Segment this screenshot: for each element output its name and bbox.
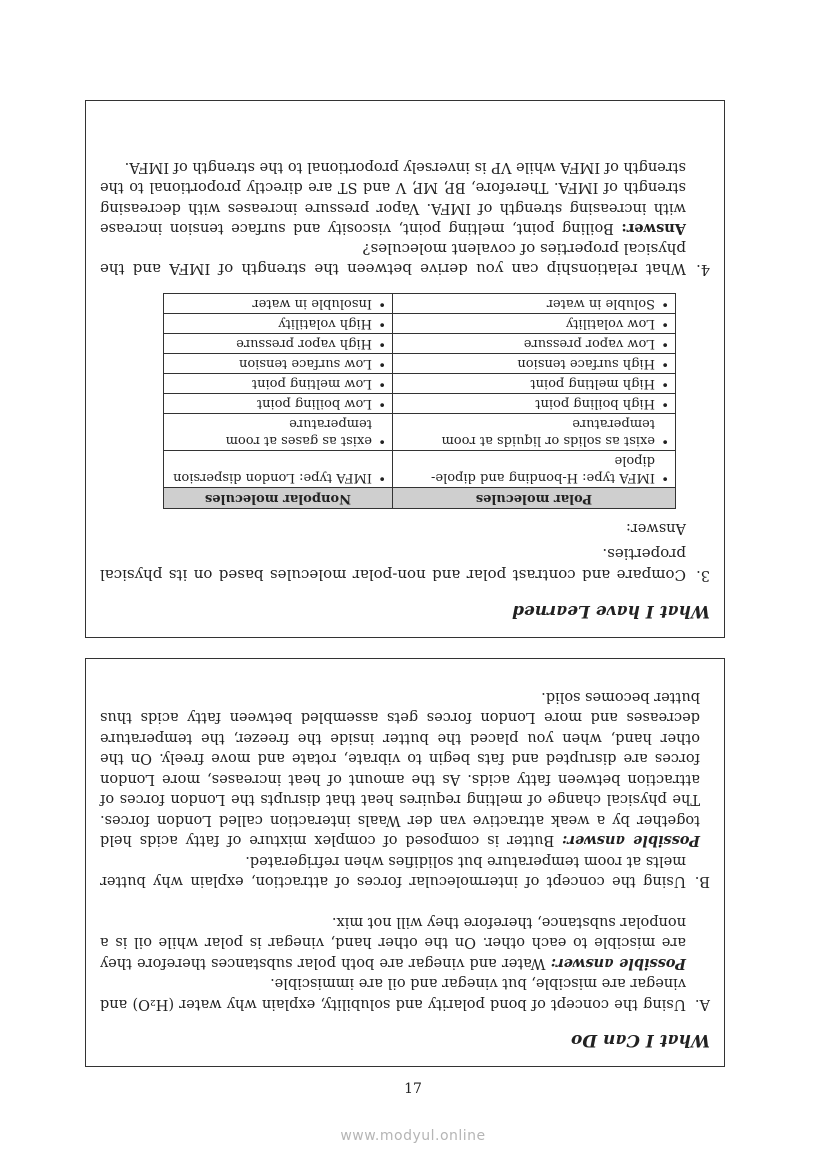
table-cell: • Low surface tension (164, 354, 393, 374)
what-i-have-learned-box (85, 100, 725, 638)
question-4-answer-label: Answer: (621, 220, 686, 238)
question-4-answer (100, 157, 686, 239)
question-a-text: Using the concept of bond polarity and solubility, explain why water (H₂O) and vinegar are miscible, but vinegar and oil are immiscible. (100, 975, 686, 1012)
table-cell: • Insoluble in water (164, 294, 393, 314)
table-header-polar: Polar molecules (392, 488, 675, 509)
table-row (164, 294, 676, 314)
question-4 (100, 157, 710, 280)
table-cell: • Soluble in water (392, 294, 675, 314)
answer-b-label: Possible answer: (562, 832, 700, 850)
table-cell: • Low vapor pressure (392, 334, 675, 354)
table-header-nonpolar: Nonpolar molecules (164, 488, 393, 509)
question-a-label: A. (694, 996, 710, 1012)
table-cell: • IMFA type: London dispersion (164, 451, 393, 488)
answer-b-text: Butter is composed of complex mixture of fatty acids held together by a weak attractive van der Waals interaction called London forces. The physical change of melting requires heat that disrupts the London forces of attraction between fatty acids. As the amount of heat increases, more London forces are disrupted and fats begin to vibrate, rotate and move freely. On the other hand, when you placed the butter inside the freezer, the temperature decreases and more London forces gets assembled between fatty acids thus butter becomes solid. (100, 689, 700, 849)
question-b-label: B. (694, 873, 710, 890)
table-cell: • High volatility (164, 314, 393, 334)
table-cell: • exist as solids or liquids at room temperature (392, 414, 675, 451)
table-cell: • exist as gases at room temperature (164, 414, 393, 451)
table-row (164, 334, 676, 354)
table-cell: • High melting point (392, 374, 675, 394)
table-row (164, 354, 676, 374)
answer-a (100, 912, 686, 974)
table-cell: • Low volatility (392, 314, 675, 334)
question-3-text: Compare and contrast polar and non-polar molecules based on its physical properties. (100, 545, 686, 584)
answer-a-text: Water and vinegar are both polar substances therefore they are miscible to each other. On the other hand, vinegar is polar while oil is a nonpolar substance, therefore they will not mix. (100, 914, 686, 971)
question-b (100, 851, 710, 892)
table-row (164, 394, 676, 414)
polar-nonpolar-table (163, 294, 676, 510)
table-cell: • Low melting point (164, 374, 393, 394)
table-cell: • Low boiling point (164, 394, 393, 414)
table-header-row (164, 488, 676, 509)
what-i-can-do-box (85, 658, 725, 1067)
question-3 (100, 518, 710, 586)
table-row (164, 314, 676, 334)
question-a (100, 912, 710, 1015)
what-i-can-do-title: What I Can Do (570, 1030, 710, 1050)
watermark: www.modyul.online (340, 1128, 486, 1144)
table-cell: • High vapor pressure (164, 334, 393, 354)
table-row (164, 451, 676, 488)
question-4-label: 4. (696, 261, 710, 278)
question-3-answer-label: Answer: (625, 520, 686, 536)
table-row (164, 374, 676, 394)
question-3-label: 3. (696, 567, 710, 583)
table-cell: • IMFA type: H-bonding and dipole-dipole (392, 451, 675, 488)
answer-a-label: Possible answer: (550, 955, 686, 972)
question-4-text: What relationship can you derive between the strength of IMFA and the physical properties of covalent molecules? (100, 240, 686, 279)
answer-b (100, 687, 700, 851)
what-i-have-learned-title: What I have Learned (512, 601, 710, 621)
question-b-text: Using the concept of intermolecular forces of attraction, explain why butter melts at room temperature but solidifies when refrigerated. (100, 853, 686, 890)
table-row (164, 414, 676, 451)
table-cell: • High surface tension (392, 354, 675, 374)
page-number: 17 (404, 1081, 422, 1097)
table-cell: • High boiling point (392, 394, 675, 414)
question-4-answer-text: Boiling point, melting point, viscosity and surface tension increase with increasing strength of IMFA. Vapor pressure increases with decreasing strength of IMFA. Therefore, BP, MP, V and ST are directly proportional to the strength of IMFA while VP is inversely proportional to the strength of IMFA. (100, 159, 686, 237)
